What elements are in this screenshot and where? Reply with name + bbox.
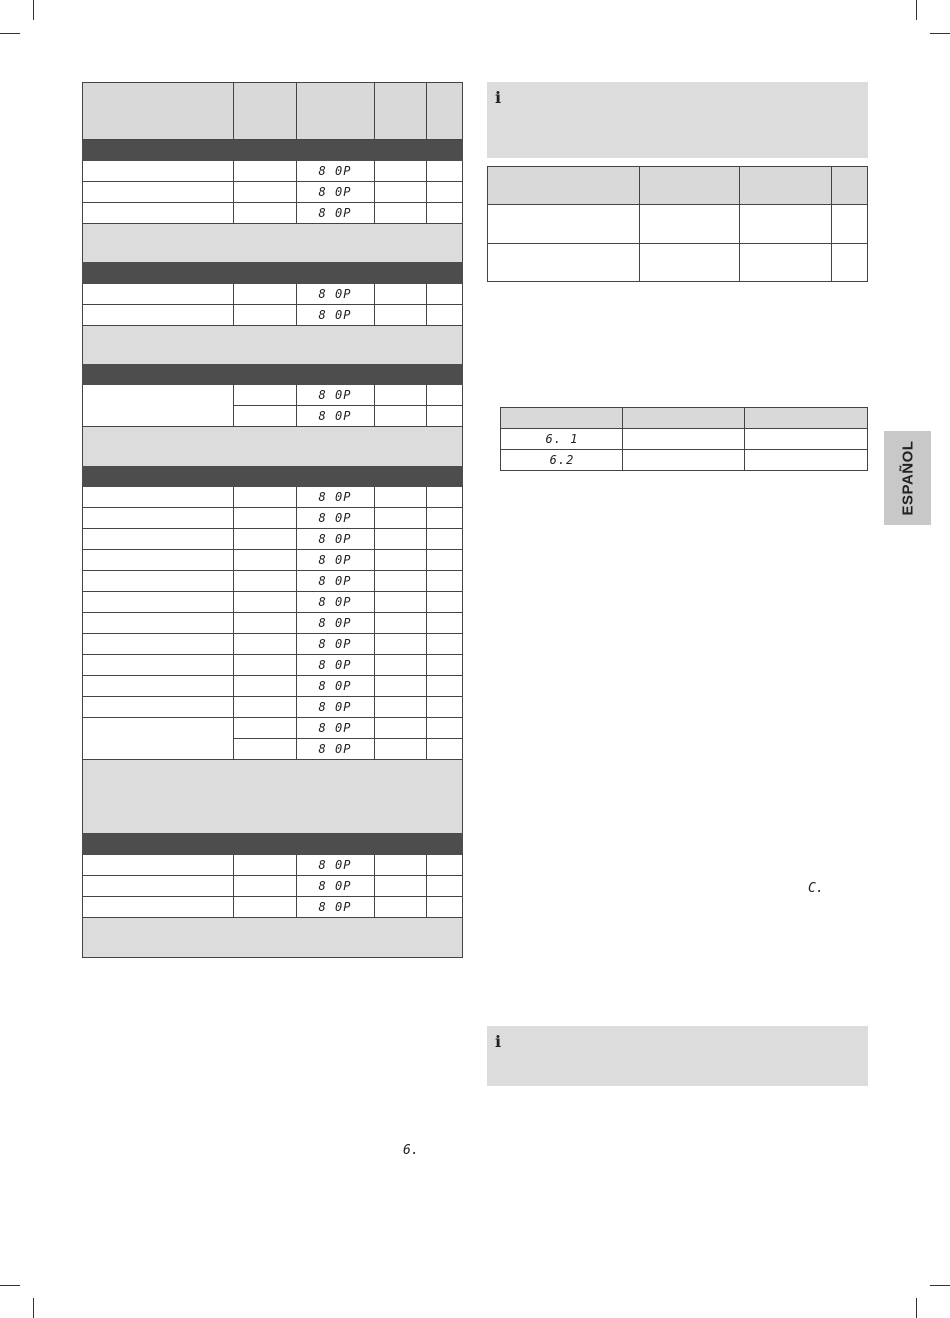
table-row [82,182,463,203]
display-code: 8 0P [318,742,352,756]
table-row [82,876,463,897]
display-code: 8 0P [318,616,352,630]
crop-mark [916,1298,917,1318]
code-table [500,407,868,471]
settings-table [487,166,868,282]
language-label: ESPAÑOL [899,440,916,516]
crop-mark [0,33,20,34]
section-header [82,262,463,284]
display-code: 6.2 [549,453,575,467]
crop-mark [930,33,950,34]
language-tab [884,431,931,525]
table-row [487,244,868,282]
crop-mark [916,0,917,20]
display-code: 8 0P [318,858,352,872]
table-row [82,613,463,634]
note-row [82,427,463,466]
display-code: 8 0P [318,595,352,609]
table-row [487,205,868,244]
display-code: 8 0P [318,308,352,322]
table-row [82,855,463,876]
section-header [82,466,463,487]
table-row [82,897,463,918]
display-symbol: C. [808,881,824,896]
display-code: 8 0P [318,287,352,301]
display-code: 8 0P [318,637,352,651]
section-header [82,364,463,385]
note-row [82,224,463,262]
display-code: 8 0P [318,721,352,735]
table-row [82,305,463,326]
display-code: 8 0P [318,206,352,220]
info-box [487,1026,868,1086]
table-row [82,508,463,529]
display-code: 8 0P [318,388,352,402]
crop-mark [33,0,34,20]
display-code: 6. 1 [545,432,579,446]
table-row [82,284,463,305]
display-code: 8 0P [318,658,352,672]
table-row [82,592,463,613]
display-code: 8 0P [318,511,352,525]
note-row [82,918,463,958]
display-code: 8 0P [318,900,352,914]
display-code: 8 0P [318,679,352,693]
table-row [82,487,463,508]
section-header [82,833,463,855]
section-header [82,140,463,161]
note-row [82,326,463,364]
table-row [82,529,463,550]
table-row [82,634,463,655]
note-row [82,760,463,833]
display-symbol: 6. [403,1143,419,1158]
table-header [82,82,463,140]
display-code: 8 0P [318,574,352,588]
table-row [82,655,463,676]
crop-mark [33,1298,34,1318]
display-code: 8 0P [318,185,352,199]
table-row [82,697,463,718]
table-row [82,203,463,224]
table-row [82,718,463,760]
table-row [500,429,868,450]
table-row [82,571,463,592]
display-code: 8 0P [318,879,352,893]
display-code: 8 0P [318,490,352,504]
table-row [82,676,463,697]
display-code: 8 0P [318,553,352,567]
display-code: 8 0P [318,700,352,714]
table-row [82,161,463,182]
display-code: 8 0P [318,532,352,546]
table-row [82,550,463,571]
crop-mark [0,1285,20,1286]
crop-mark [930,1285,950,1286]
table-row [500,450,868,471]
display-code: 8 0P [318,164,352,178]
table-row [82,385,463,427]
info-icon: i [495,1032,502,1051]
display-code: 8 0P [318,409,352,423]
info-icon: i [495,88,502,107]
info-box [487,82,868,158]
